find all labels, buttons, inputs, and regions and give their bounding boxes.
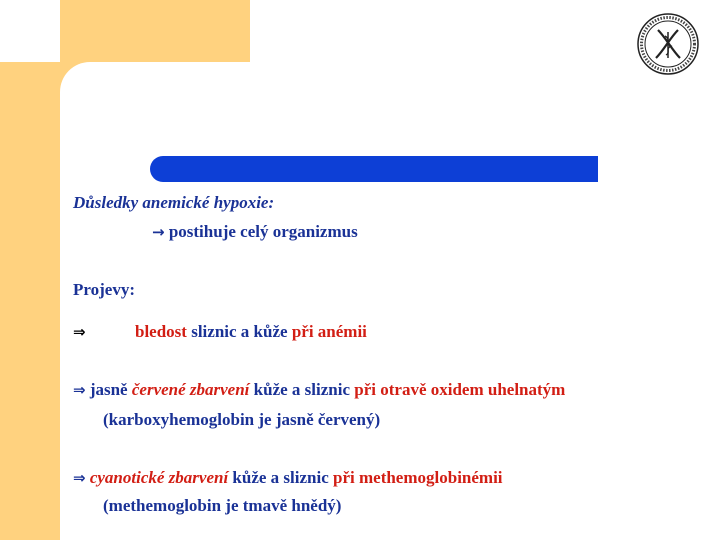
manifestations-title: Projevy:: [73, 280, 135, 299]
list-item: [73, 380, 565, 400]
list-item-note: (karboxyhemoglobin je jasně červený): [103, 410, 381, 429]
right-arrow-icon: →: [152, 223, 165, 241]
highlight-text: bledost: [135, 322, 187, 341]
highlight-text: při otravě oxidem uhelnatým: [354, 380, 566, 399]
decorative-left-band: [0, 62, 60, 540]
implies-arrow-icon: ⇒: [73, 469, 86, 487]
list-item: [73, 468, 503, 488]
consequence-line: [152, 222, 358, 242]
list-item-note: (methemoglobin je tmavě hnědý): [103, 496, 342, 515]
decorative-top-band: [60, 0, 250, 62]
highlight-text: červené zbarvení: [131, 380, 250, 399]
highlight-text: při methemoglobinémii: [333, 468, 503, 487]
list-item-text: [135, 322, 367, 342]
plain-text: kůže a sliznic: [249, 380, 355, 399]
highlight-text: cyanotické zbarvení: [89, 468, 229, 487]
plain-text: sliznic a kůže: [186, 322, 292, 341]
list-item: [73, 322, 86, 342]
heading-text: Důsledky anemické hypoxie:: [73, 193, 275, 212]
highlight-text: při anémii: [291, 322, 367, 341]
plain-text: jasně: [89, 380, 132, 399]
plain-text: kůže a sliznic: [228, 468, 334, 487]
university-seal-icon: [636, 12, 700, 76]
heading: [73, 193, 274, 213]
implies-arrow-icon: ⇒: [73, 323, 86, 341]
consequence-text: postihuje celý organizmus: [168, 222, 358, 241]
implies-arrow-icon: ⇒: [73, 381, 86, 399]
title-bar: [150, 156, 598, 182]
